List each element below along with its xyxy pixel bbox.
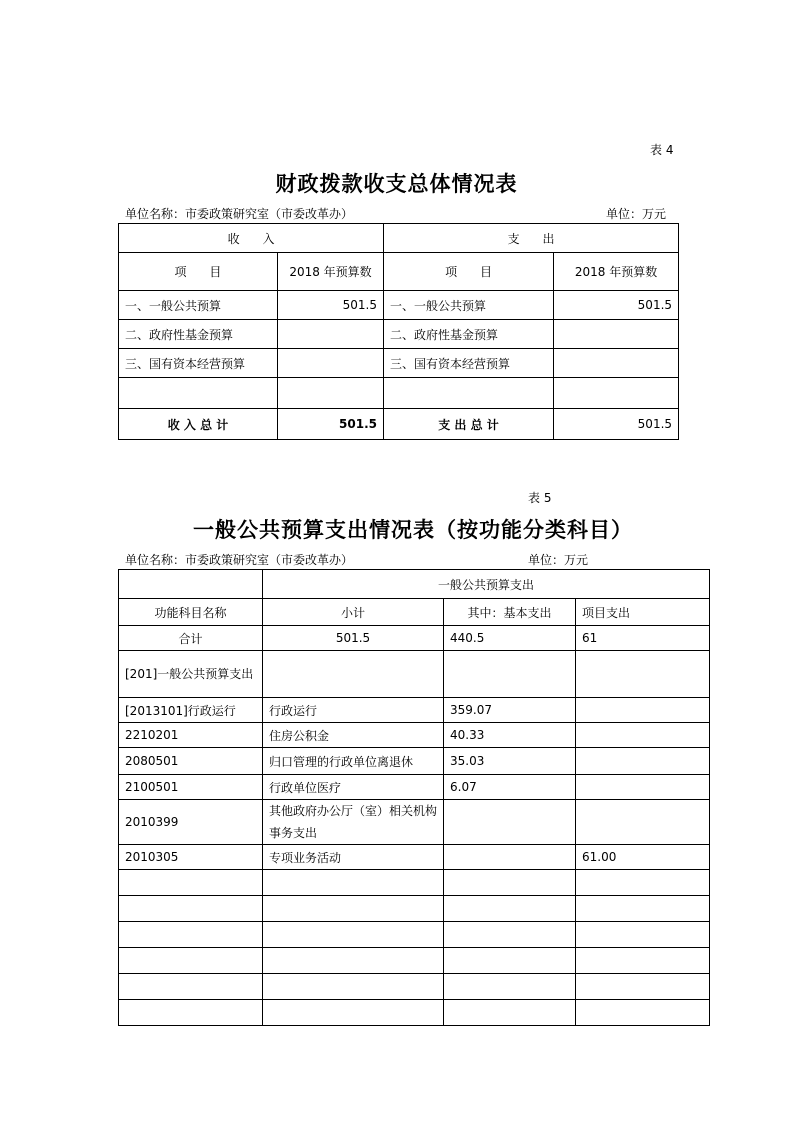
total-basic: 440.5 xyxy=(444,626,576,651)
total-project: 61 xyxy=(576,626,710,651)
table-row xyxy=(119,651,710,698)
table-row xyxy=(119,349,679,378)
basic: 359.07 xyxy=(444,698,576,723)
subtotal xyxy=(263,974,444,1000)
col-header-project: 项目支出 xyxy=(576,599,710,626)
function-name: 2100501 xyxy=(119,775,263,800)
table-row xyxy=(119,845,710,870)
total-label: 合计 xyxy=(119,626,263,651)
total-row xyxy=(119,626,710,651)
expense-item xyxy=(384,378,554,409)
expense-item: 一、一般公共预算 xyxy=(384,291,554,320)
subtotal xyxy=(263,922,444,948)
table5-title: 一般公共预算支出情况表（按功能分类科目） xyxy=(193,517,633,542)
table-row xyxy=(119,291,679,320)
table-row xyxy=(119,748,710,775)
subtotal: 行政运行 xyxy=(263,698,444,723)
basic xyxy=(444,948,576,974)
table-row xyxy=(119,922,710,948)
col-header-subtotal: 小计 xyxy=(263,599,444,626)
income-total-label: 收 入 总 计 xyxy=(119,409,278,440)
table-row xyxy=(119,896,710,922)
basic xyxy=(444,896,576,922)
project xyxy=(576,651,710,698)
function-name xyxy=(119,870,263,896)
table5-number: 表 5 xyxy=(528,491,552,505)
income-budget-col-header: 2018 年预算数 xyxy=(278,253,384,291)
function-name: [201]一般公共预算支出 xyxy=(119,651,263,698)
basic xyxy=(444,870,576,896)
table-row xyxy=(119,775,710,800)
table4-number: 表 4 xyxy=(650,143,674,157)
project xyxy=(576,775,710,800)
subtotal: 归口管理的行政单位离退休 xyxy=(263,748,444,775)
table-row xyxy=(119,320,679,349)
basic: 35.03 xyxy=(444,748,576,775)
subtotal: 行政单位医疗 xyxy=(263,775,444,800)
subtotal xyxy=(263,948,444,974)
income-value xyxy=(278,378,384,409)
table4-unit: 单位：万元 xyxy=(606,207,667,221)
project xyxy=(576,948,710,974)
blank-header-cell xyxy=(119,570,263,599)
income-item xyxy=(119,378,278,409)
project: 61.00 xyxy=(576,845,710,870)
expense-item-col-header: 项 目 xyxy=(384,253,554,291)
table5 xyxy=(118,569,710,1026)
expense-item: 三、国有资本经营预算 xyxy=(384,349,554,378)
subtotal xyxy=(263,651,444,698)
project xyxy=(576,723,710,748)
function-name xyxy=(119,922,263,948)
function-name: 2010399 xyxy=(119,800,263,845)
expense-header: 支 出 xyxy=(384,224,679,253)
income-value xyxy=(278,349,384,378)
project xyxy=(576,896,710,922)
basic: 40.33 xyxy=(444,723,576,748)
basic: 6.07 xyxy=(444,775,576,800)
expense-value: 501.5 xyxy=(554,291,679,320)
table-row xyxy=(119,800,710,845)
table-row xyxy=(119,870,710,896)
income-item: 三、国有资本经营预算 xyxy=(119,349,278,378)
table-row xyxy=(119,974,710,1000)
table5-unit: 单位：万元 xyxy=(528,553,589,567)
table4-unit-name: 单位名称：市委政策研究室（市委改革办） xyxy=(125,207,354,221)
income-value: 501.5 xyxy=(278,291,384,320)
expense-value xyxy=(554,320,679,349)
subtotal xyxy=(263,896,444,922)
table-row xyxy=(119,1000,710,1026)
table-row xyxy=(119,723,710,748)
income-item-col-header: 项 目 xyxy=(119,253,278,291)
table-row xyxy=(119,378,679,409)
subtotal xyxy=(263,870,444,896)
income-header: 收 入 xyxy=(119,224,384,253)
basic xyxy=(444,845,576,870)
basic xyxy=(444,800,576,845)
project xyxy=(576,870,710,896)
basic xyxy=(444,922,576,948)
basic xyxy=(444,974,576,1000)
function-name xyxy=(119,1000,263,1026)
function-name: 2010305 xyxy=(119,845,263,870)
project xyxy=(576,922,710,948)
expense-value xyxy=(554,349,679,378)
col-header-basic: 其中：基本支出 xyxy=(444,599,576,626)
function-name xyxy=(119,948,263,974)
function-name: 2210201 xyxy=(119,723,263,748)
table-row xyxy=(119,698,710,723)
function-name: [2013101]行政运行 xyxy=(119,698,263,723)
project xyxy=(576,698,710,723)
expense-value xyxy=(554,378,679,409)
group-header: 一般公共预算支出 xyxy=(263,570,710,599)
subtotal: 住房公积金 xyxy=(263,723,444,748)
expense-budget-col-header: 2018 年预算数 xyxy=(554,253,679,291)
subtotal: 专项业务活动 xyxy=(263,845,444,870)
function-name: 2080501 xyxy=(119,748,263,775)
col-header-function: 功能科目名称 xyxy=(119,599,263,626)
project xyxy=(576,974,710,1000)
income-total-value: 501.5 xyxy=(278,409,384,440)
expense-total-value: 501.5 xyxy=(554,409,679,440)
expense-total-label: 支 出 总 计 xyxy=(384,409,554,440)
total-subtotal: 501.5 xyxy=(263,626,444,651)
table4 xyxy=(118,223,679,440)
function-name xyxy=(119,896,263,922)
basic xyxy=(444,651,576,698)
basic xyxy=(444,1000,576,1026)
income-value xyxy=(278,320,384,349)
total-row xyxy=(119,409,679,440)
subtotal xyxy=(263,1000,444,1026)
table-row xyxy=(119,948,710,974)
function-name xyxy=(119,974,263,1000)
table5-unit-name: 单位名称：市委政策研究室（市委改革办） xyxy=(125,553,354,567)
project xyxy=(576,748,710,775)
subtotal: 其他政府办公厅（室）相关机构事务支出 xyxy=(263,800,444,845)
project xyxy=(576,1000,710,1026)
expense-item: 二、政府性基金预算 xyxy=(384,320,554,349)
income-item: 二、政府性基金预算 xyxy=(119,320,278,349)
table4-title: 财政拨款收支总体情况表 xyxy=(275,171,518,196)
income-item: 一、一般公共预算 xyxy=(119,291,278,320)
project xyxy=(576,800,710,845)
